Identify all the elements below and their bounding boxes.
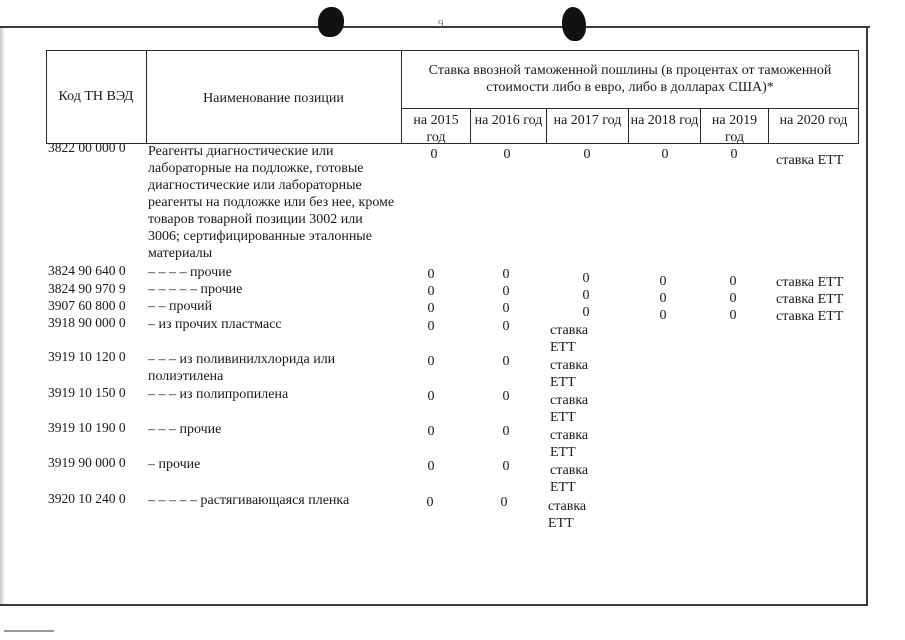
rate-2017: ставка ЕТТ — [548, 499, 587, 531]
rate-2018: 0 — [659, 308, 667, 323]
year-header-2015: на 2015 год — [413, 113, 459, 145]
rate-2016: 0 — [500, 495, 508, 510]
header-divider-year — [700, 108, 701, 143]
row-code: 3919 10 190 0 — [48, 420, 126, 435]
row-name: – – – из полипропилена — [148, 387, 289, 402]
row-code: 3822 00 000 0 — [48, 140, 126, 155]
year-header-2016: на 2016 год — [474, 113, 543, 128]
year-header-2020: на 2020 год — [779, 113, 848, 128]
rate-2015: 0 — [427, 459, 435, 474]
row-code: 3919 90 000 0 — [48, 455, 126, 470]
rate-2015: 0 — [427, 424, 435, 439]
rate-2016: 0 — [502, 267, 510, 282]
row-code: 3919 10 120 0 — [48, 349, 126, 364]
hole-punch-icon — [318, 7, 344, 37]
rate-2016: 0 — [502, 389, 510, 404]
row-code: 3907 60 800 0 — [48, 298, 126, 313]
rate-2017: ставка ЕТТ — [550, 393, 589, 425]
rate-2017: 0 — [582, 305, 590, 320]
row-code: 3920 10 240 0 — [48, 491, 126, 506]
rate-2015: 0 — [427, 267, 435, 282]
rate-2017: ставка ЕТТ — [550, 428, 589, 460]
scan-mark — [4, 630, 54, 632]
header-divider-name — [401, 50, 402, 143]
rate-2015: 0 — [430, 147, 438, 162]
rate-2019: 0 — [729, 308, 737, 323]
table-top-border — [46, 50, 859, 51]
column-header-rate: Ставка ввозной таможенной пошлины (в процентах от таможенной стоимости либо в евро, либо в долларах США)* — [428, 63, 832, 95]
table-right-border — [858, 50, 859, 143]
rate-2020: ставка ЕТТ — [776, 309, 844, 324]
year-header-2018: на 2018 год — [630, 113, 699, 128]
rate-2019: 0 — [729, 274, 737, 289]
column-header-name: Наименование позиции — [203, 91, 344, 106]
rate-2019: 0 — [730, 147, 738, 162]
header-divider-year — [546, 108, 547, 143]
page-right-edge — [866, 26, 868, 606]
row-name: – – – – – прочие — [148, 282, 243, 297]
row-name: – прочие — [148, 457, 201, 472]
rate-2016: 0 — [502, 319, 510, 334]
row-name: – – – прочие — [148, 422, 222, 437]
rate-2017: ставка ЕТТ — [550, 463, 589, 495]
row-code: 3918 90 000 0 — [48, 315, 126, 330]
hole-punch-icon — [562, 7, 586, 41]
rate-2015: 0 — [427, 301, 435, 316]
rate-2015: 0 — [427, 284, 435, 299]
rate-2018: 0 — [659, 291, 667, 306]
rate-2016: 0 — [502, 354, 510, 369]
row-name: – – – – – растягивающаяся пленка — [148, 493, 350, 508]
rate-2016: 0 — [502, 284, 510, 299]
rate-2020: ставка ЕТТ — [776, 292, 844, 307]
header-divider-year — [470, 108, 471, 143]
row-name: Реагенты диагностические или лабораторные на подложке, готовые диагностические или лабораторные реагенты на подложке или без нее, кроме товаров товарной позиции 3002 или 3006; сертифицированные эталонные материалы — [148, 144, 395, 261]
rate-2015: 0 — [426, 495, 434, 510]
rate-2016: 0 — [502, 424, 510, 439]
row-name: – – – из поливинилхлорида или полиэтилена — [148, 352, 336, 384]
row-name: – – прочий — [148, 299, 213, 314]
rate-2015: 0 — [427, 319, 435, 334]
page-number: 9 — [438, 18, 444, 30]
rate-2020: ставка ЕТТ — [776, 275, 844, 290]
rate-2020: ставка ЕТТ — [776, 153, 844, 168]
page-shadow — [0, 26, 5, 606]
row-code: 3824 90 970 9 — [48, 281, 126, 296]
rate-2017: 0 — [582, 288, 590, 303]
rate-2017: ставка ЕТТ — [550, 323, 589, 355]
rate-2017: 0 — [582, 271, 590, 286]
row-name: – – – – прочие — [148, 265, 232, 280]
page-top-edge — [0, 26, 870, 28]
rate-2016: 0 — [503, 147, 511, 162]
header-divider-year — [768, 108, 769, 143]
page-bottom-edge — [0, 604, 868, 606]
row-code: 3919 10 150 0 — [48, 385, 126, 400]
rate-2015: 0 — [427, 354, 435, 369]
column-header-code: Код ТН ВЭД — [58, 89, 134, 104]
rate-2016: 0 — [502, 301, 510, 316]
rate-2017: 0 — [583, 147, 591, 162]
rate-2018: 0 — [661, 147, 669, 162]
year-header-2019: на 2019 год — [711, 113, 758, 145]
rate-2016: 0 — [502, 459, 510, 474]
rate-2019: 0 — [729, 291, 737, 306]
year-header-2017: на 2017 год — [553, 113, 622, 128]
row-code: 3824 90 640 0 — [48, 263, 126, 278]
rate-2017: ставка ЕТТ — [550, 358, 589, 390]
row-name: – из прочих пластмасс — [148, 317, 282, 332]
header-divider-year — [628, 108, 629, 143]
rate-2015: 0 — [427, 389, 435, 404]
rate-2018: 0 — [659, 274, 667, 289]
